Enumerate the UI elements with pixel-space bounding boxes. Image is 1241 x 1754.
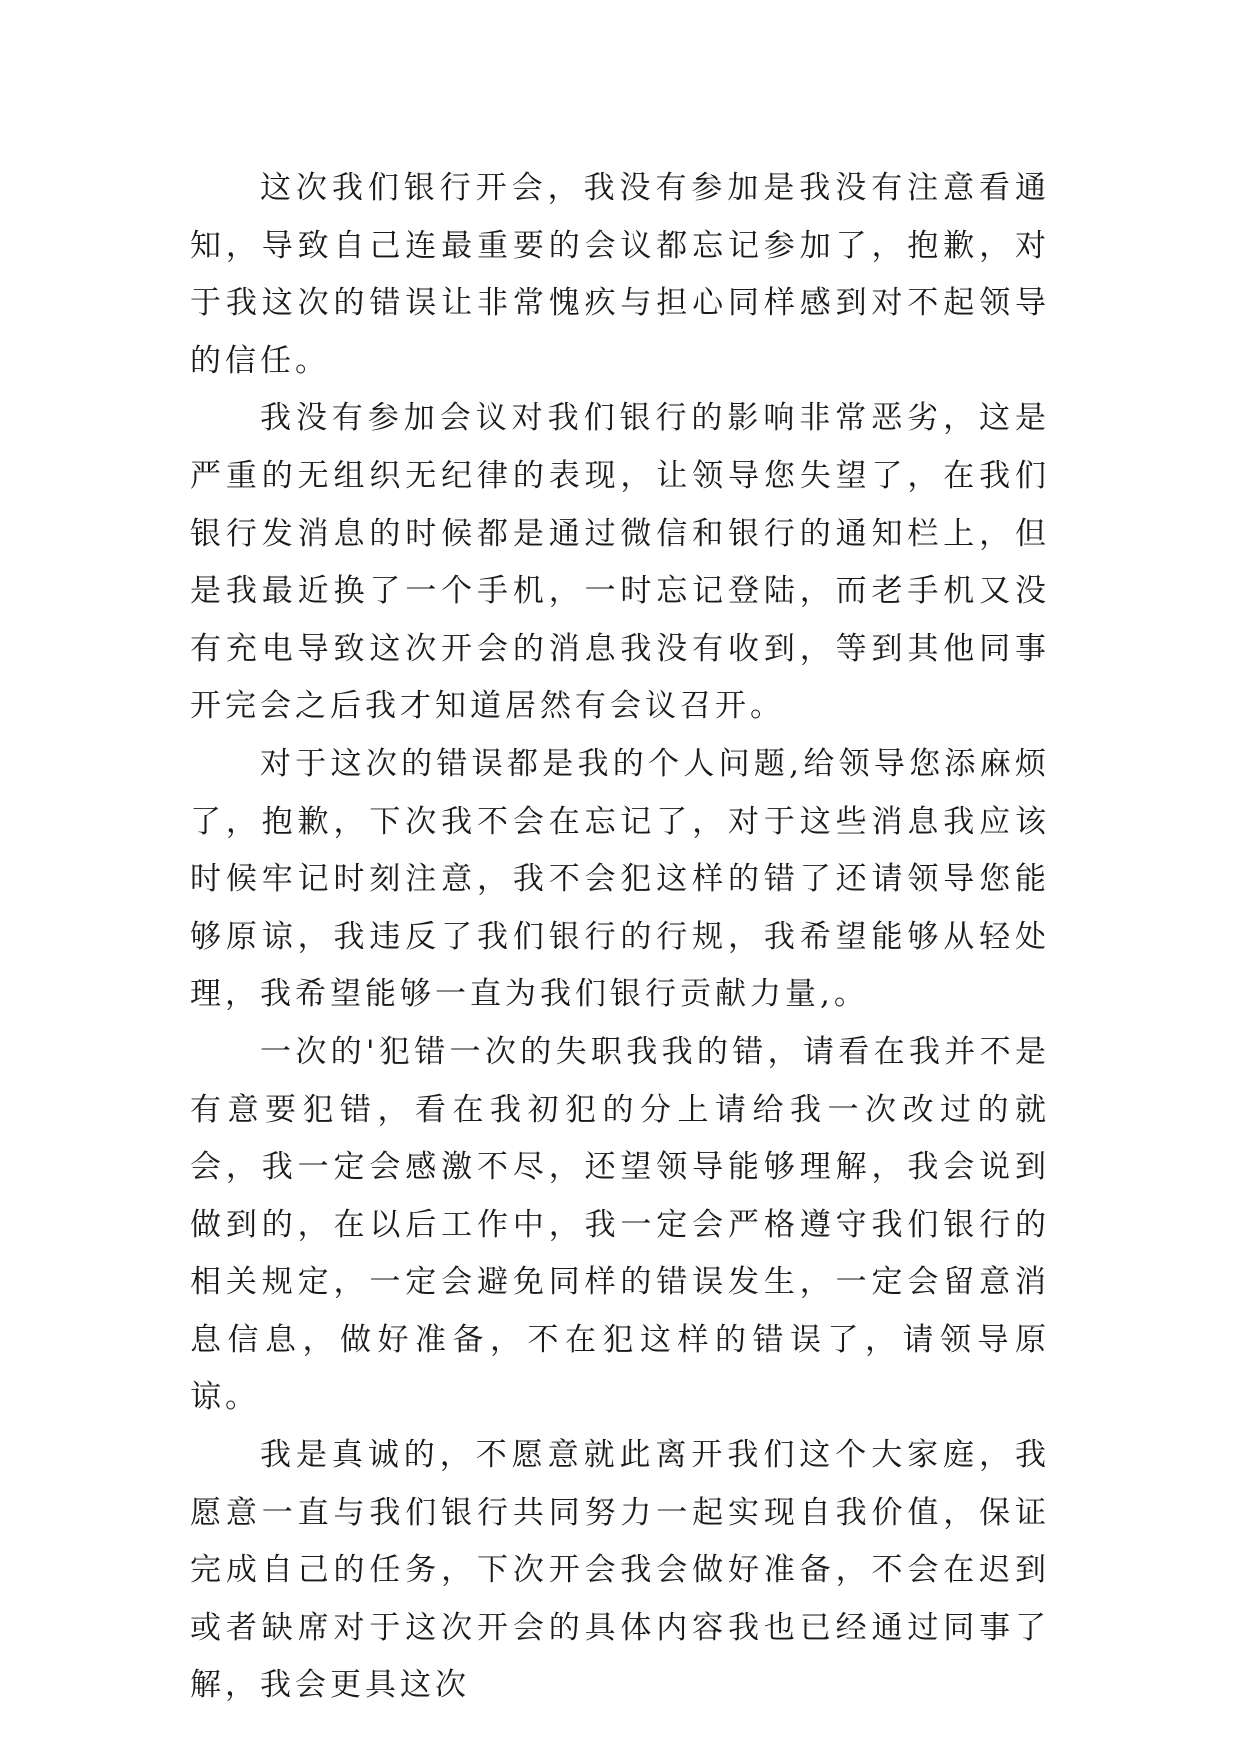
paragraph-3: 对于这次的错误都是我的个人问题,给领导您添麻烦了，抱歉，下次我不会在忘记了，对于这些消息我应该时候牢记时刻注意，我不会犯这样的错了还请领导您能够原谅，我违反了我们银行的行规，我希望能够从轻处理，我希望能够一直为我们银行贡献力量,。 — [190, 745, 1050, 1013]
paragraph-1: 这次我们银行开会，我没有参加是我没有注意看通知，导致自己连最重要的会议都忘记参加了，抱歉，对于我这次的错误让非常愧疚与担心同样感到对不起领导的信任。 — [190, 170, 1050, 379]
paragraph-4: 一次的'犯错一次的失职我我的错，请看在我并不是有意要犯错，看在我初犯的分上请给我一次改过的就会，我一定会感激不尽，还望领导能够理解，我会说到做到的，在以后工作中，我一定会严格遵守我们银行的相关规定，一定会避免同样的错误发生，一定会留意消息信息，做好准备，不在犯这样的错误了，请领导原谅。 — [190, 1033, 1050, 1416]
document-body — [190, 160, 1050, 1715]
paragraph-5: 我是真诚的，不愿意就此离开我们这个大家庭，我愿意一直与我们银行共同努力一起实现自我价值，保证完成自己的任务，下次开会我会做好准备，不会在迟到或者缺席对于这次开会的具体内容我也已经通过同事了解，我会更具这次 — [190, 1437, 1050, 1704]
paragraph-2: 我没有参加会议对我们银行的影响非常恶劣，这是严重的无组织无纪律的表现，让领导您失望了，在我们银行发消息的时候都是通过微信和银行的通知栏上，但是我最近换了一个手机，一时忘记登陆，而老手机又没有充电导致这次开会的消息我没有收到，等到其他同事开完会之后我才知道居然有会议召开。 — [190, 400, 1050, 725]
